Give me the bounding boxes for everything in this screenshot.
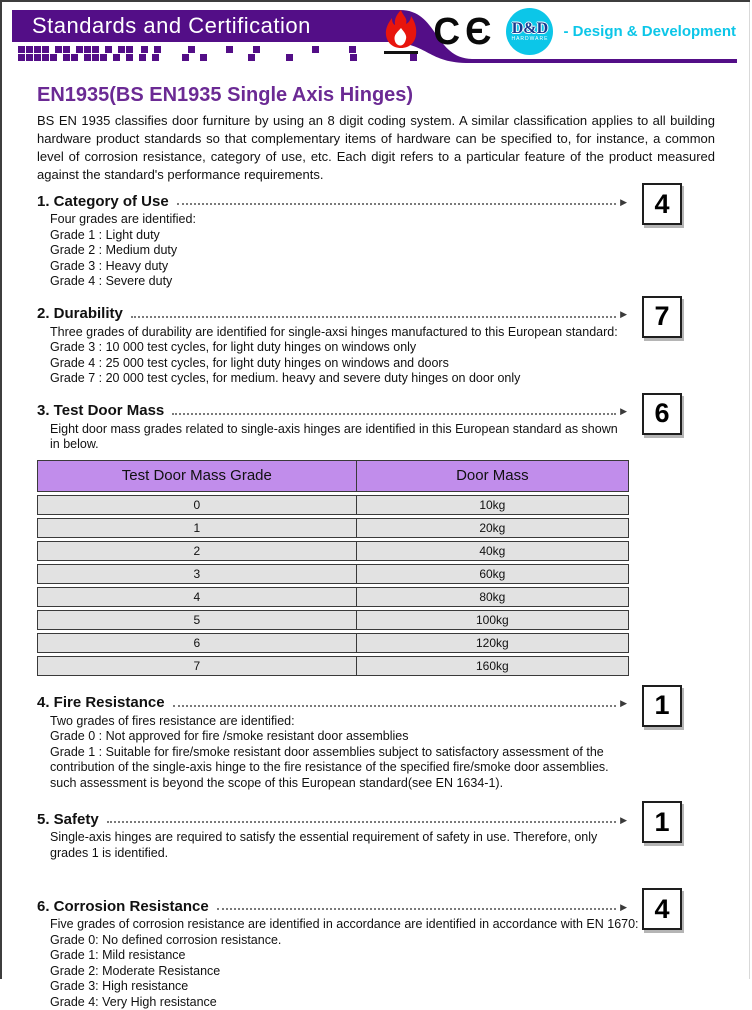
standard-section bbox=[37, 192, 682, 290]
body-line: Grade 3: High resistance bbox=[50, 979, 642, 995]
table-header-row bbox=[37, 460, 629, 492]
section-body bbox=[50, 917, 642, 1010]
grade-digit-box: 7 bbox=[642, 296, 682, 338]
standard-section bbox=[37, 810, 682, 861]
standard-section bbox=[37, 402, 682, 679]
table-row bbox=[37, 495, 629, 515]
table-row bbox=[37, 633, 629, 653]
dotted-leader bbox=[217, 906, 616, 910]
grade-digit-box: 4 bbox=[642, 888, 682, 930]
body-line: Four grades are identified: bbox=[50, 212, 642, 228]
dotted-leader bbox=[131, 314, 616, 318]
dotted-leader bbox=[172, 411, 616, 415]
table-cell: 6 bbox=[37, 633, 357, 653]
section-heading-row bbox=[37, 192, 627, 210]
arrow-right-icon: ▶ bbox=[620, 406, 627, 417]
body-line: Grade 0: No defined corrosion resistance. bbox=[50, 933, 642, 949]
section-heading: 3. Test Door Mass bbox=[37, 402, 164, 419]
body-line: Single-axis hinges are required to satisfy the essential requirement of safety in use. Therefore, only bbox=[50, 830, 642, 846]
ce-mark-icon: CЄ bbox=[433, 8, 496, 55]
arrow-right-icon: ▶ bbox=[620, 815, 627, 826]
body-line: Five grades of corrosion resistance are identified in accordance are identified in accordance with EN 1670: bbox=[50, 917, 642, 933]
body-line: Grade 2: Moderate Resistance bbox=[50, 964, 642, 980]
door-mass-table bbox=[37, 457, 629, 679]
grade-digit-box: 6 bbox=[642, 393, 682, 435]
table-cell: 5 bbox=[37, 610, 357, 630]
section-heading: 1. Category of Use bbox=[37, 193, 169, 210]
dd-tagline: - Design & Development bbox=[563, 23, 742, 40]
table-cell: 60kg bbox=[357, 564, 629, 584]
body-line: Grade 4 : 25 000 test cycles, for light duty hinges on windows and doors bbox=[50, 356, 642, 372]
body-line: Grade 2 : Medium duty bbox=[50, 243, 642, 259]
grade-digit-box: 1 bbox=[642, 801, 682, 843]
body-line: contribution of the single-axis hinge to the fire resistance of the specified fire/smoke door assemblies. bbox=[50, 760, 642, 776]
section-heading-row bbox=[37, 305, 627, 323]
table-cell: 3 bbox=[37, 564, 357, 584]
dotted-leader bbox=[177, 201, 616, 205]
section-heading: 2. Durability bbox=[37, 305, 123, 322]
grade-digit-box: 4 bbox=[642, 183, 682, 225]
section-heading-row bbox=[37, 810, 627, 828]
table-cell: 1 bbox=[37, 518, 357, 538]
table-cell: 160kg bbox=[357, 656, 629, 676]
table-cell: 120kg bbox=[357, 633, 629, 653]
standard-section bbox=[37, 694, 682, 792]
section-body bbox=[50, 212, 642, 290]
table-header-cell: Door Mass bbox=[357, 460, 629, 492]
arrow-right-icon: ▶ bbox=[620, 309, 627, 320]
intro-paragraph: BS EN 1935 classifies door furniture by using an 8 digit coding system. A similar classification applies to all building hardware product standards so that complementary items of hardware can be specified to, for instance, a common level of corrosion resistance, category of use, etc. Each digit refers to a particular feature of the product measured against the standard's performance requirements. bbox=[37, 112, 715, 184]
body-line: Grade 7 : 20 000 test cycles, for medium. heavy and severe duty hinges on door only bbox=[50, 371, 642, 387]
arrow-right-icon: ▶ bbox=[620, 197, 627, 208]
table-cell: 40kg bbox=[357, 541, 629, 561]
dotted-leader bbox=[173, 703, 617, 707]
dotted-leader bbox=[107, 819, 616, 823]
grade-digit-box: 1 bbox=[642, 685, 682, 727]
body-line: Grade 1 : Light duty bbox=[50, 228, 642, 244]
body-line: Two grades of fires resistance are identified: bbox=[50, 714, 642, 730]
table-cell: 100kg bbox=[357, 610, 629, 630]
sections bbox=[37, 192, 682, 1010]
standard-section bbox=[37, 897, 682, 1010]
section-heading: 5. Safety bbox=[37, 811, 99, 828]
table-cell: 0 bbox=[37, 495, 357, 515]
section-heading: 6. Corrosion Resistance bbox=[37, 898, 209, 915]
body-line: Grade 3 : 10 000 test cycles, for light duty hinges on windows only bbox=[50, 340, 642, 356]
section-heading-row bbox=[37, 694, 627, 712]
page-content bbox=[2, 84, 750, 1010]
body-line: Grade 1: Mild resistance bbox=[50, 948, 642, 964]
body-line: Eight door mass grades related to single-axis hinges are identified in this European standard as shown bbox=[50, 422, 642, 438]
table-row bbox=[37, 541, 629, 561]
arrow-right-icon: ▶ bbox=[620, 902, 627, 913]
table-cell: 4 bbox=[37, 587, 357, 607]
table-row bbox=[37, 518, 629, 538]
header-logos bbox=[379, 8, 742, 55]
table-row bbox=[37, 587, 629, 607]
table-cell: 7 bbox=[37, 656, 357, 676]
table-row bbox=[37, 564, 629, 584]
table-row bbox=[37, 656, 629, 676]
table-cell: 10kg bbox=[357, 495, 629, 515]
table-cell: 20kg bbox=[357, 518, 629, 538]
page-header bbox=[2, 2, 750, 68]
section-body bbox=[50, 714, 642, 792]
banner-title: Standards and Certification bbox=[32, 13, 311, 39]
section-body bbox=[50, 422, 642, 453]
section-body bbox=[50, 325, 642, 387]
table-row bbox=[37, 610, 629, 630]
section-heading-row bbox=[37, 402, 627, 420]
dd-logo-text: D&D bbox=[512, 21, 548, 36]
body-line: Grade 4: Very High resistance bbox=[50, 995, 642, 1010]
section-heading-row bbox=[37, 897, 627, 915]
table-cell: 80kg bbox=[357, 587, 629, 607]
standard-section bbox=[37, 305, 682, 387]
table-header-cell: Test Door Mass Grade bbox=[37, 460, 357, 492]
body-line: in below. bbox=[50, 437, 642, 453]
flammable-fire-icon bbox=[379, 9, 423, 55]
table-cell: 2 bbox=[37, 541, 357, 561]
body-line: Grade 4 : Severe duty bbox=[50, 274, 642, 290]
body-line: grades 1 is identified. bbox=[50, 846, 642, 862]
section-heading: 4. Fire Resistance bbox=[37, 694, 165, 711]
body-line: Grade 1 : Suitable for fire/smoke resistant door assemblies subject to satisfactory assessment of the bbox=[50, 745, 642, 761]
body-line: such assessment is beyond the scope of this European standard(see EN 1634-1). bbox=[50, 776, 642, 792]
dd-hardware-logo bbox=[506, 8, 553, 55]
body-line: Three grades of durability are identified for single-axsi hinges manufactured to this European standard: bbox=[50, 325, 642, 341]
arrow-right-icon: ▶ bbox=[620, 698, 627, 709]
body-line: Grade 3 : Heavy duty bbox=[50, 259, 642, 275]
section-body bbox=[50, 830, 642, 861]
dd-logo-subtext: HARDWARE bbox=[511, 36, 548, 43]
page-title: EN1935(BS EN1935 Single Axis Hinges) bbox=[37, 84, 750, 106]
body-line: Grade 0 : Not approved for fire /smoke resistant door assemblies bbox=[50, 729, 642, 745]
